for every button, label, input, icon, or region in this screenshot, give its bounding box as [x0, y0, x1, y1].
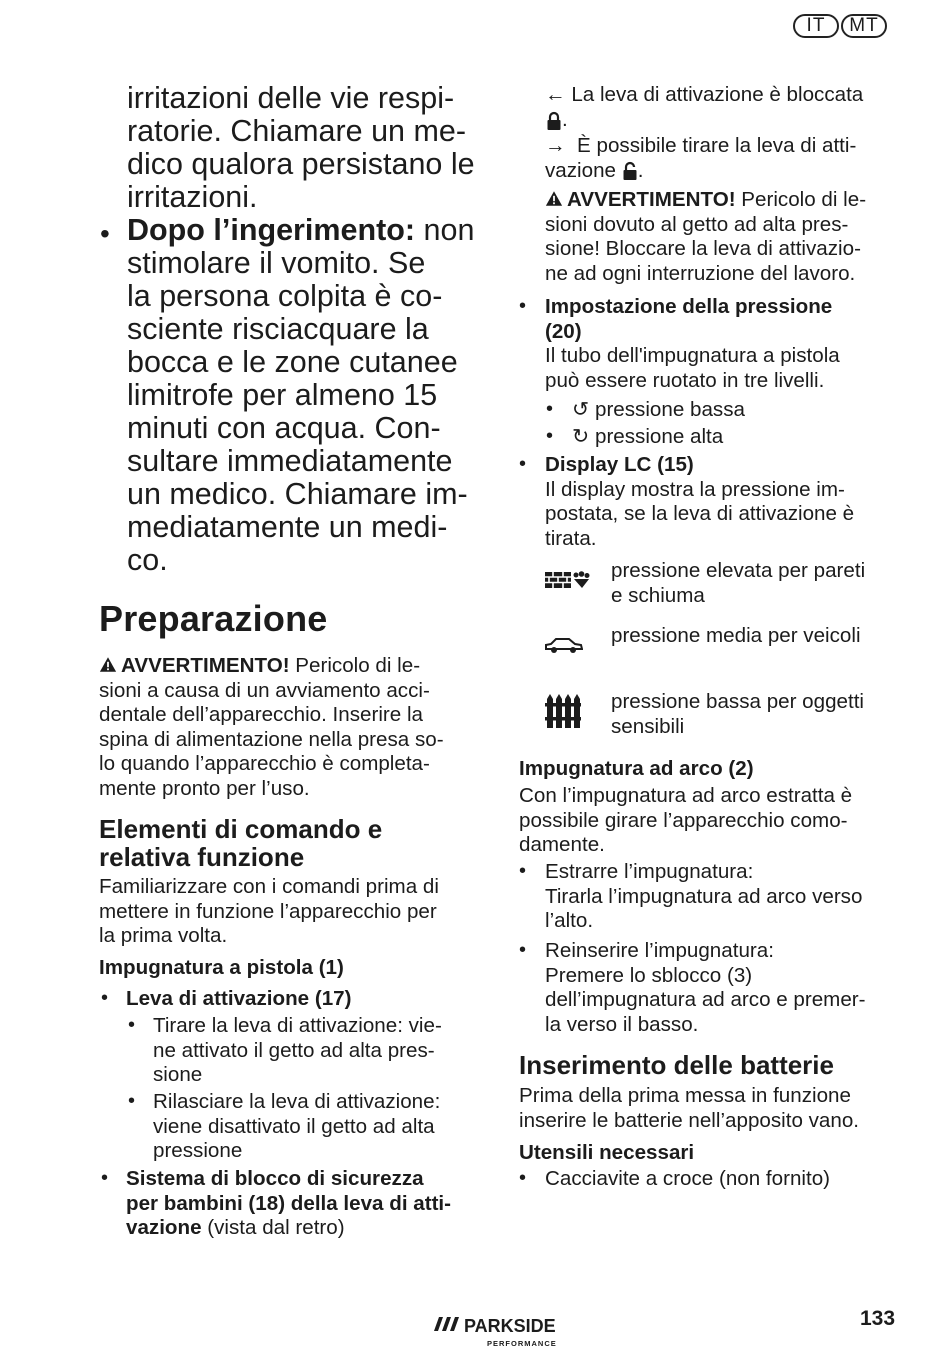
text-span: . [562, 108, 568, 131]
text-line: pressione elevata per pareti [611, 559, 866, 582]
battery-text [519, 1084, 859, 1133]
language-badges [793, 14, 887, 38]
text-line: limitrofe per almeno 15 [127, 378, 438, 412]
item-child-lock [126, 1167, 451, 1241]
text-line: sione [153, 1063, 203, 1086]
text-line: dell’impugnatura ad arco e premer- [545, 988, 866, 1011]
text-line: pressione bassa per oggetti [611, 690, 865, 713]
text-line: dentale dell’apparecchio. Inserire la [99, 703, 423, 726]
text-span: non [415, 213, 475, 247]
bullet-dot: • [519, 453, 527, 475]
lever-locked-symbol-line [546, 108, 568, 133]
text-line: per bambini (18) della leva di atti- [126, 1191, 452, 1215]
text-line: Tirare la leva di attivazione: vie- [153, 1014, 442, 1037]
text-span: È possibile tirare la leva di atti- [577, 134, 857, 157]
mode-high-text [611, 559, 865, 608]
text-line: Reinserire l’impugnatura: [545, 939, 774, 962]
text-span: La leva di attivazione è bloccata [571, 83, 864, 106]
ingestion-label: Dopo l’ingerimento: [127, 213, 416, 247]
subtitle-pistol-grip: Impugnatura a pistola (1) [99, 956, 344, 979]
text-line: co. [127, 543, 168, 577]
first-aid-ingestion-text [127, 214, 474, 577]
text-line: ne ad ogni interruzione del lavoro. [545, 261, 856, 285]
bullet-dot: • [546, 425, 554, 447]
warning-label: AVVERTIMENTO! [121, 654, 290, 677]
text-line: (20) [545, 319, 582, 343]
item-release-lever [153, 1090, 440, 1164]
item-reinsert-handle [545, 939, 866, 1037]
text-line: mente pronto per l’uso. [99, 776, 310, 800]
text-line: ratorie. Chiamare un me- [127, 114, 467, 148]
rotate-cw-icon: ↻ [572, 425, 590, 448]
text-line: la verso il basso. [545, 1012, 699, 1036]
text-line: viene disattivato il getto ad alta [153, 1114, 435, 1138]
brand-subtitle: PERFORMANCE [487, 1339, 557, 1348]
text-line: Premere lo sblocco (3) [545, 963, 753, 987]
bullet-dot: • [101, 1167, 109, 1189]
text-span: pressione alta [595, 425, 724, 448]
text-line: un medico. Chiamare im- [127, 477, 468, 511]
text-span: vazione [545, 158, 616, 182]
text-line: spina di alimentazione nella presa so- [99, 727, 444, 751]
lock-closed-icon [546, 111, 562, 131]
title-line: relativa funzione [99, 842, 305, 872]
text-line: può essere ruotato in tre livelli. [545, 368, 825, 392]
item-pull-lever [153, 1014, 442, 1088]
text-line: irritazioni. [127, 180, 258, 214]
item-extract-handle [545, 860, 862, 934]
bullet-dot: • [519, 860, 527, 882]
arrow-left-icon: ← [545, 83, 566, 106]
text-line: Con l’impugnatura ad arco estratta è [519, 784, 853, 807]
arrow-right-icon: → [545, 134, 566, 157]
text-line: pressione [153, 1139, 243, 1162]
text-line: bocca e le zone cutanee [127, 345, 458, 379]
text-line: Estrarre l’impugnatura: [545, 860, 754, 883]
text-line: la prima volta. [99, 924, 228, 947]
text-span: Pericolo di le- [289, 654, 421, 677]
text-line: la persona colpita è co- [127, 279, 443, 313]
text-line: inserire le batterie nell’apposito vano. [519, 1108, 859, 1132]
warning-label: AVVERTIMENTO! [567, 188, 736, 211]
text-line: Il display mostra la pressione im- [545, 477, 845, 501]
bullet-dot: • [128, 1014, 136, 1036]
text-line: lo quando l’apparecchio è completa- [99, 752, 430, 775]
text-line: mediatamente un medi- [127, 510, 448, 544]
warning-high-pressure [545, 188, 866, 286]
text-line: postata, se la leva di attivazione è [545, 502, 855, 525]
text-line: Rilasciare la leva di attivazione: [153, 1090, 441, 1113]
warning-accidental-start [99, 654, 444, 801]
text-line: Impostazione della pressione [545, 295, 833, 318]
title-line: Elementi di comando e [99, 814, 383, 844]
section-title-batteries: Inserimento delle batterie [519, 1050, 834, 1080]
bullet-dot: • [519, 295, 527, 317]
text-line: sensibili [611, 714, 685, 738]
page-number: 133 [860, 1307, 896, 1330]
item-screwdriver: Cacciavite a croce (non fornito) [545, 1167, 831, 1190]
text-line: l’alto. [545, 909, 594, 932]
item-trigger-lever: Leva di attivazione (17) [126, 987, 352, 1010]
text-line: sione! Bloccare la leva di attivazio- [545, 237, 861, 260]
text-line: sciente risciacquare la [127, 312, 429, 346]
text-line: dico qualora persistano le [127, 147, 475, 181]
bullet-dot: • [101, 987, 109, 1009]
text-line: Prima della prima messa in funzione [519, 1084, 851, 1107]
rotate-ccw-icon: ↺ [572, 398, 590, 421]
wall-foam-icon [545, 571, 591, 589]
text-line: irritazioni delle vie respi- [127, 81, 455, 115]
text-line: mettere in funzione l’apparecchio per [99, 899, 437, 923]
subtitle-tools: Utensili necessari [519, 1141, 695, 1164]
first-aid-respiratory-text [127, 82, 475, 214]
section-title-elementi [99, 815, 382, 871]
parkside-logo-icon [430, 1313, 580, 1349]
familiarize-text [99, 875, 439, 949]
item-pressure-high [572, 425, 723, 450]
text-span: vazione [126, 1216, 202, 1239]
lock-open-icon [622, 161, 638, 181]
text-line: sioni dovuto al getto ad alta pres- [545, 212, 849, 236]
lang-badge-it: IT [793, 14, 839, 38]
item-lc-display [545, 453, 854, 551]
text-line: tirata. [545, 526, 597, 550]
lang-badge-mt: MT [841, 14, 887, 38]
lever-locked-line [545, 83, 863, 108]
text-line: Sistema di blocco di sicurezza [126, 1167, 424, 1190]
warning-triangle-icon [545, 190, 563, 207]
section-title-preparazione: Preparazione [99, 598, 328, 639]
text-line: sultare immediatamente [127, 444, 453, 478]
warning-triangle-icon [99, 656, 117, 673]
item-pressure-setting [545, 295, 840, 393]
text-line: minuti con acqua. Con- [127, 411, 441, 445]
bullet-dot: • [128, 1090, 136, 1112]
mode-medium-text: pressione media per veicoli [611, 624, 861, 647]
text-line: Il tubo dell'impugnatura a pistola [545, 344, 840, 367]
subtitle-arc-handle: Impugnatura ad arco (2) [519, 757, 754, 780]
text-line: Display LC (15) [545, 453, 694, 476]
text-line: possibile girare l’apparecchio como- [519, 808, 848, 832]
mode-low-text [611, 690, 864, 739]
fence-icon [545, 693, 581, 729]
bullet-dot: • [519, 1167, 527, 1189]
text-line: sioni a causa di un avviamento acci- [99, 678, 430, 702]
bullet-dot: • [519, 939, 527, 961]
text-line: ne attivato il getto ad alta pres- [153, 1038, 435, 1062]
item-pressure-low [572, 398, 745, 423]
parkside-logo [430, 1313, 580, 1354]
text-span: (vista dal retro) [201, 1216, 345, 1239]
text-span: pressione bassa [595, 398, 745, 421]
bullet-dot: • [100, 218, 110, 249]
text-line: Familiarizzare con i comandi prima di [99, 875, 439, 898]
bullet-dot: • [546, 398, 554, 420]
text-line: e schiuma [611, 583, 705, 607]
text-line: damente. [519, 833, 605, 856]
arc-handle-text [519, 784, 852, 858]
text-line: Tirarla l’impugnatura ad arco verso [545, 884, 863, 908]
text-span: . [637, 158, 644, 182]
lever-unlocked-text [545, 134, 856, 183]
text-span: Pericolo di le- [735, 188, 867, 211]
brand-name: PARKSIDE [464, 1316, 556, 1336]
text-line: stimolare il vomito. Se [127, 246, 426, 280]
car-icon [545, 636, 583, 654]
